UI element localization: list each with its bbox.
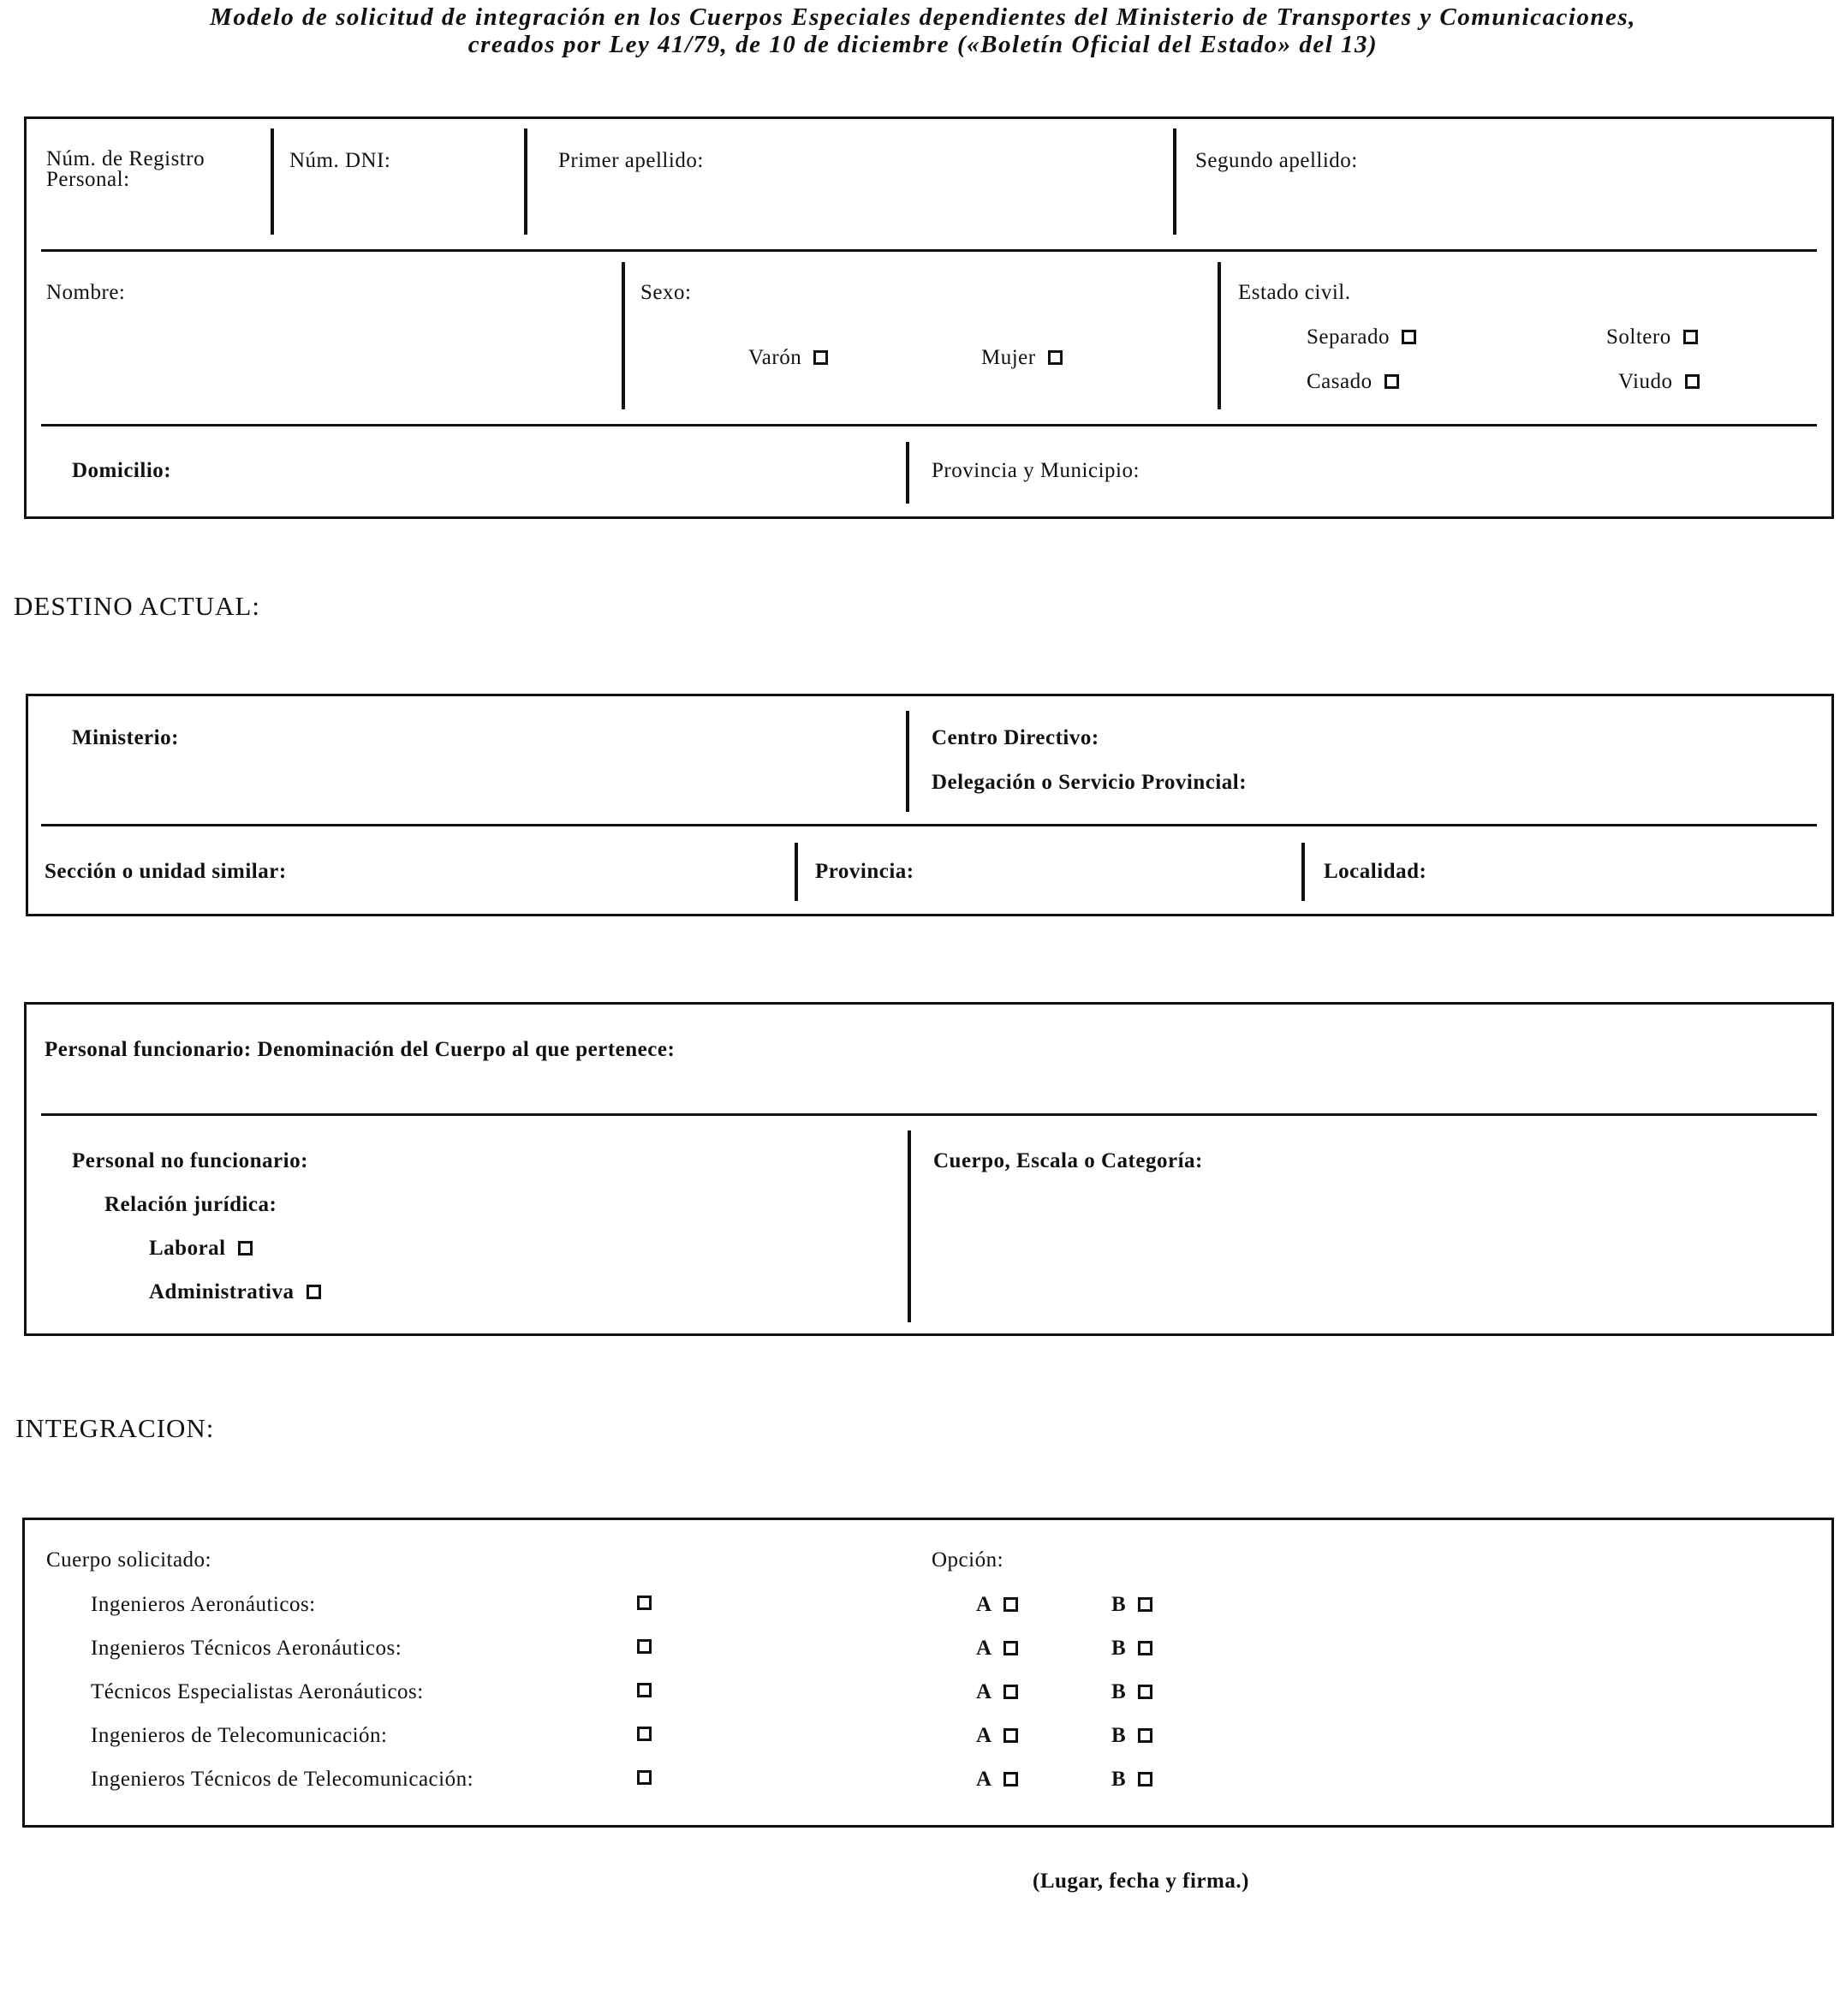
domicilio-field[interactable] — [72, 459, 171, 483]
document-title-line-1: Modelo de solicitud de integración en los Cuerpos Especiales dependientes del Ministerio de Transportes y Comunicaciones, — [210, 3, 1636, 31]
ministerio-label: Ministerio: — [72, 726, 179, 749]
domicilio-label: Domicilio: — [72, 459, 172, 482]
divider — [906, 442, 909, 504]
option-b-1-checkbox[interactable] — [1138, 1597, 1152, 1612]
option-a-4[interactable] — [976, 1724, 1018, 1748]
option-a-3-label: A — [976, 1680, 992, 1703]
divider — [1173, 128, 1176, 235]
dni-field[interactable] — [289, 149, 390, 173]
delegacion-field[interactable] — [932, 771, 1247, 795]
opcion-label: Opción: — [932, 1548, 1004, 1572]
row-divider — [41, 1113, 1817, 1116]
option-a-3[interactable] — [976, 1680, 1018, 1704]
separado-label: Separado — [1307, 325, 1390, 349]
funcionario-field[interactable] — [45, 1038, 675, 1062]
administrativa-option[interactable] — [149, 1280, 321, 1304]
laboral-label: Laboral — [149, 1237, 226, 1260]
document-title-line-2: creados por Ley 41/79, de 10 de diciembre («Boletín Oficial del Estado» del 13) — [467, 31, 1379, 58]
option-a-1-checkbox[interactable] — [1003, 1597, 1018, 1612]
divider — [271, 128, 274, 235]
provincia-municipio-field[interactable] — [932, 459, 1140, 483]
centro-directivo-label: Centro Directivo: — [932, 726, 1099, 749]
mujer-option[interactable] — [981, 346, 1063, 370]
mujer-checkbox[interactable] — [1048, 350, 1063, 365]
separado-checkbox[interactable] — [1402, 330, 1416, 344]
row-divider — [41, 249, 1817, 252]
option-b-1-label: B — [1111, 1593, 1126, 1616]
casado-checkbox[interactable] — [1384, 374, 1399, 389]
segundo-apellido-label: Segundo apellido: — [1195, 149, 1358, 172]
divider — [622, 262, 625, 409]
nombre-field[interactable] — [46, 281, 125, 305]
cuerpo-checkbox-3[interactable] — [637, 1683, 652, 1697]
provincia-field[interactable] — [815, 860, 914, 884]
administrativa-label: Administrativa — [149, 1280, 295, 1303]
escala-field[interactable] — [933, 1149, 1203, 1173]
divider — [1218, 262, 1221, 409]
registro-field[interactable] — [46, 149, 205, 190]
option-b-4-checkbox[interactable] — [1138, 1728, 1152, 1743]
localidad-field[interactable] — [1324, 860, 1426, 884]
primer-apellido-label: Primer apellido: — [558, 149, 704, 172]
option-b-4[interactable] — [1111, 1724, 1152, 1748]
option-a-4-checkbox[interactable] — [1003, 1728, 1018, 1743]
divider — [795, 843, 798, 901]
cuerpo-option-4: Ingenieros de Telecomunicación: — [91, 1724, 388, 1747]
cuerpo-option-2: Ingenieros Técnicos Aeronáuticos: — [91, 1637, 402, 1660]
administrativa-checkbox[interactable] — [307, 1285, 321, 1299]
centro-directivo-field[interactable] — [932, 726, 1099, 750]
cuerpo-checkbox-1[interactable] — [637, 1596, 652, 1610]
row-divider — [41, 824, 1817, 826]
lugar-fecha-firma: (Lugar, fecha y firma.) — [1033, 1870, 1249, 1893]
divider — [906, 711, 909, 812]
option-a-3-checkbox[interactable] — [1003, 1685, 1018, 1699]
option-b-1[interactable] — [1111, 1593, 1152, 1617]
option-b-4-label: B — [1111, 1724, 1126, 1747]
option-b-3[interactable] — [1111, 1680, 1152, 1704]
escala-label: Cuerpo, Escala o Categoría: — [933, 1149, 1203, 1172]
option-b-2-checkbox[interactable] — [1138, 1641, 1152, 1655]
sexo-label: Sexo: — [640, 281, 692, 304]
varon-label: Varón — [748, 346, 802, 369]
provincia-label: Provincia: — [815, 860, 914, 883]
viudo-checkbox[interactable] — [1685, 374, 1700, 389]
provincia-municipio-label: Provincia y Municipio: — [932, 459, 1140, 482]
option-b-5-label: B — [1111, 1768, 1126, 1791]
relacion-label: Relación jurídica: — [104, 1193, 277, 1216]
option-a-4-label: A — [976, 1724, 992, 1747]
soltero-label: Soltero — [1606, 325, 1671, 349]
viudo-label: Viudo — [1618, 370, 1673, 393]
dni-label: Núm. DNI: — [289, 149, 391, 172]
option-b-5-checkbox[interactable] — [1138, 1772, 1152, 1786]
funcionario-label: Personal funcionario: Denominación del Cuerpo al que pertenece: — [45, 1038, 676, 1061]
option-b-3-checkbox[interactable] — [1138, 1685, 1152, 1699]
option-b-3-label: B — [1111, 1680, 1126, 1703]
option-a-5[interactable] — [976, 1768, 1018, 1792]
divider — [1301, 843, 1305, 901]
primer-apellido-field[interactable] — [558, 149, 704, 173]
cuerpo-option-5: Ingenieros Técnicos de Telecomunicación: — [91, 1768, 474, 1791]
seccion-field[interactable] — [45, 860, 287, 884]
varon-checkbox[interactable] — [813, 350, 828, 365]
registro-label: Núm. de Registro — [46, 147, 205, 170]
option-a-5-checkbox[interactable] — [1003, 1772, 1018, 1786]
registro-label-2: Personal: — [46, 168, 130, 191]
estado-civil-label: Estado civil. — [1238, 281, 1351, 304]
destino-box — [26, 694, 1834, 916]
personal-data-box — [24, 116, 1834, 519]
option-a-5-label: A — [976, 1768, 992, 1791]
soltero-option[interactable] — [1606, 325, 1698, 349]
cuerpo-option-1: Ingenieros Aeronáuticos: — [91, 1593, 316, 1616]
casado-label: Casado — [1307, 370, 1373, 393]
cuerpo-checkbox-5[interactable] — [637, 1770, 652, 1785]
soltero-checkbox[interactable] — [1683, 330, 1698, 344]
option-a-2-checkbox[interactable] — [1003, 1641, 1018, 1655]
localidad-label: Localidad: — [1324, 860, 1427, 883]
option-a-2[interactable] — [976, 1637, 1018, 1661]
segundo-apellido-field[interactable] — [1195, 149, 1358, 173]
option-b-5[interactable] — [1111, 1768, 1152, 1792]
separado-option[interactable] — [1307, 325, 1416, 349]
mujer-label: Mujer — [981, 346, 1036, 369]
seccion-label: Sección o unidad similar: — [45, 860, 287, 883]
divider — [524, 128, 527, 235]
option-a-1[interactable] — [976, 1593, 1018, 1617]
row-divider — [41, 424, 1817, 426]
no-funcionario-label: Personal no funcionario: — [72, 1149, 308, 1172]
option-a-1-label: A — [976, 1593, 992, 1616]
divider — [908, 1130, 911, 1322]
cuerpo-checkbox-2[interactable] — [637, 1639, 652, 1654]
destino-heading: DESTINO ACTUAL: — [14, 591, 260, 621]
casado-option[interactable] — [1307, 370, 1399, 394]
ministerio-field[interactable] — [72, 726, 179, 750]
cuerpo-option-3: Técnicos Especialistas Aeronáuticos: — [91, 1680, 424, 1703]
laboral-option[interactable] — [149, 1237, 253, 1261]
nombre-label: Nombre: — [46, 281, 126, 304]
integracion-heading: INTEGRACION: — [15, 1413, 215, 1443]
viudo-option[interactable] — [1618, 370, 1700, 394]
laboral-checkbox[interactable] — [238, 1241, 253, 1256]
varon-option[interactable] — [748, 346, 828, 370]
cuerpo-solicitado-label: Cuerpo solicitado: — [46, 1548, 211, 1572]
delegacion-label: Delegación o Servicio Provincial: — [932, 771, 1248, 794]
cuerpo-checkbox-4[interactable] — [637, 1727, 652, 1741]
option-b-2-label: B — [1111, 1637, 1126, 1660]
option-b-2[interactable] — [1111, 1637, 1152, 1661]
option-a-2-label: A — [976, 1637, 992, 1660]
